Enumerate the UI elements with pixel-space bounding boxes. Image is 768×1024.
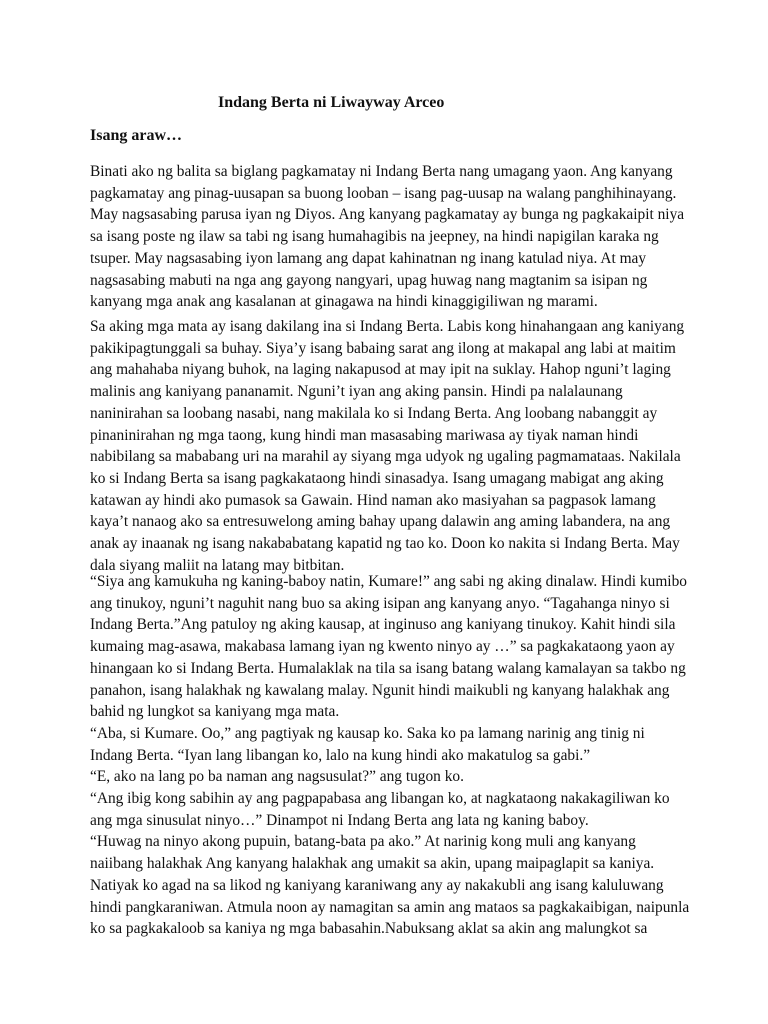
paragraph-line: “E, ako na lang po ba naman ang nagsusulat?” ang tugon ko. <box>90 768 464 786</box>
paragraph-line: tsuper. May nagsasabing iyon lamang ang dapat kahinatnan ng inang katulad niya. At may <box>90 249 647 267</box>
paragraph-line: naiibang halakhak Ang kanyang halakhak ang umakit sa akin, upang maipaglapit sa kaniya. <box>90 855 655 873</box>
paragraph-line: Binati ako ng balita sa biglang pagkamatay ni Indang Berta nang umagang yaon. Ang kanyang <box>90 163 673 180</box>
paragraph-line: Indang Berta. “Iyan lang libangan ko, lalo na kung hindi ako makatulog sa gabi.” <box>90 746 591 764</box>
paragraph-3 <box>90 571 690 940</box>
paragraph-line: kanyang mga anak ang kasalanan at ginagawa na hindi kinaggigiliwan ng marami. <box>90 293 598 311</box>
section-subheading: Isang araw… <box>90 127 183 144</box>
paragraph-2 <box>90 316 690 576</box>
paragraph-line: katawan ay hindi ako pumasok sa Gawain. Hind naman ako masiyahan sa pagpasok lamang <box>90 491 656 509</box>
paragraph-line: May nagsasabing parusa iyan ng Diyos. Ang kanyang pagkamatay ay bunga ng pagkakaipit niya <box>90 206 685 224</box>
paragraph-line: anak ay inaanak ng isang nakababatang kapatid ng tao ko. Doon ko nakita si Indang Berta. May <box>90 535 680 553</box>
paragraph-line: Natiyak ko agad na sa likod ng kaniyang karaniwang any ay nakakubli ang isang kaluluwang <box>90 876 664 894</box>
paragraph-line: “Siya ang kamukuha ng kaning-baboy natin, Kumare!” ang sabi ng aking dinalaw. Hindi kumibo <box>90 573 687 590</box>
paragraph-line: pagkamatay ang pinag-uusapan sa buong looban – isang pag-uusap na walang panghihinayang. <box>90 184 677 202</box>
paragraph-line: kaya’t nanaog ako sa entresuwelong aming bahay upang dalawin ang aming labandera, na ang <box>90 513 671 531</box>
paragraph-line: sa isang poste ng ilaw sa tabi ng isang humahagibis na jeepney, na hindi napigilan karaka ng <box>90 228 659 246</box>
paragraph-line: naninirahan sa loobang nasabi, nang makilala ko si Indang Berta. Ang loobang nabanggit ay <box>90 404 658 422</box>
paragraph-line: ang mga sinusulat ninyo…” Dinampot ni Indang Berta ang lata ng kaning baboy. <box>90 811 589 829</box>
paragraph-line: kumaing mag-asawa, makabasa lamang iyan ng kwento ninyo ay …” sa pagkakataong yaon ay <box>90 638 675 656</box>
paragraph-line: ko si Indang Berta sa isang pagkakataong hindi sinasadya. Isang umagang mabigat ang aking <box>90 469 664 487</box>
paragraph-line: Indang Berta.”Ang patuloy ng aking kausap, at inginuso ang kaniyang tinukoy. Kahit hindi sila <box>90 616 676 634</box>
paragraph-line: “Aba, si Kumare. Oo,” ang pagtiyak ng kausap ko. Saka ko pa lamang narinig ang tinig ni <box>90 724 645 742</box>
paragraph-line: hinangaan ko si Indang Berta. Humalaklak na tila sa isang batang walang kamalayan sa takbo ng <box>90 659 686 677</box>
paragraph-line: “Huwag na ninyo akong pupuin, batang-bata pa ako.” At narinig kong muli ang kanyang <box>90 833 636 851</box>
paragraph-line: nabibilang sa mababang uri na marahil ay siyang mga udyok ng ugaling pagmamataas. Nakilala <box>90 448 681 466</box>
paragraph-line: pinaninirahan ng mga taong, kung hindi man masasabing mariwasa ay tiyak naman hindi <box>90 426 639 444</box>
paragraph-1 <box>90 161 690 313</box>
paragraph-line: ko sa pagkakaloob sa kaniya ng mga babasahin.Nabuksang aklat sa akin ang malungkot sa <box>90 920 648 938</box>
paragraph-line: Sa aking mga mata ay isang dakilang ina si Indang Berta. Labis kong hinahangaan ang kaniyang <box>90 318 685 335</box>
paragraph-line: “Ang ibig kong sabihin ay ang pagpapabasa ang libangan ko, at nagkataong nakakagiliwan ko <box>90 790 670 808</box>
paragraph-line: ang tinukoy, nguni’t naguhit nang buo sa aking isipan ang kanyang anyo. “Tagahanga ninyo si <box>90 594 670 612</box>
paragraph-line: ang mahahaba niyang buhok, na laging nakapusod at may ipit na suklay. Hahop nguni’t laging <box>90 361 671 379</box>
paragraph-line: bahid ng lungkot sa kaniyang mga mata. <box>90 703 340 721</box>
paragraph-line: hindi pangkaraniwan. Atmula noon ay namagitan sa amin ang mataos sa pagkakaibigan, naipunla <box>90 898 690 916</box>
paragraph-line: malinis ang kaniyang pananamit. Nguni’t iyan ang aking pansin. Hindi pa nalalaunang <box>90 383 623 401</box>
paragraph-line: pakikipagtunggali sa buhay. Siya’y isang babaing sarat ang ilong at makapal ang labi at maitim <box>90 339 676 357</box>
document-title: Indang Berta ni Liwayway Arceo <box>218 94 445 111</box>
paragraph-line: panahon, isang halakhak ng kawalang malay. Ngunit hindi maikubli ng kanyang halakhak ang <box>90 681 670 699</box>
paragraph-line: nagsasabing mabuti na nga ang gayong nangyari, upag huwag nang magtanim sa isipan ng <box>90 271 648 289</box>
paragraph-line: dala siyang maliit na latang may bitbitan. <box>90 556 345 574</box>
